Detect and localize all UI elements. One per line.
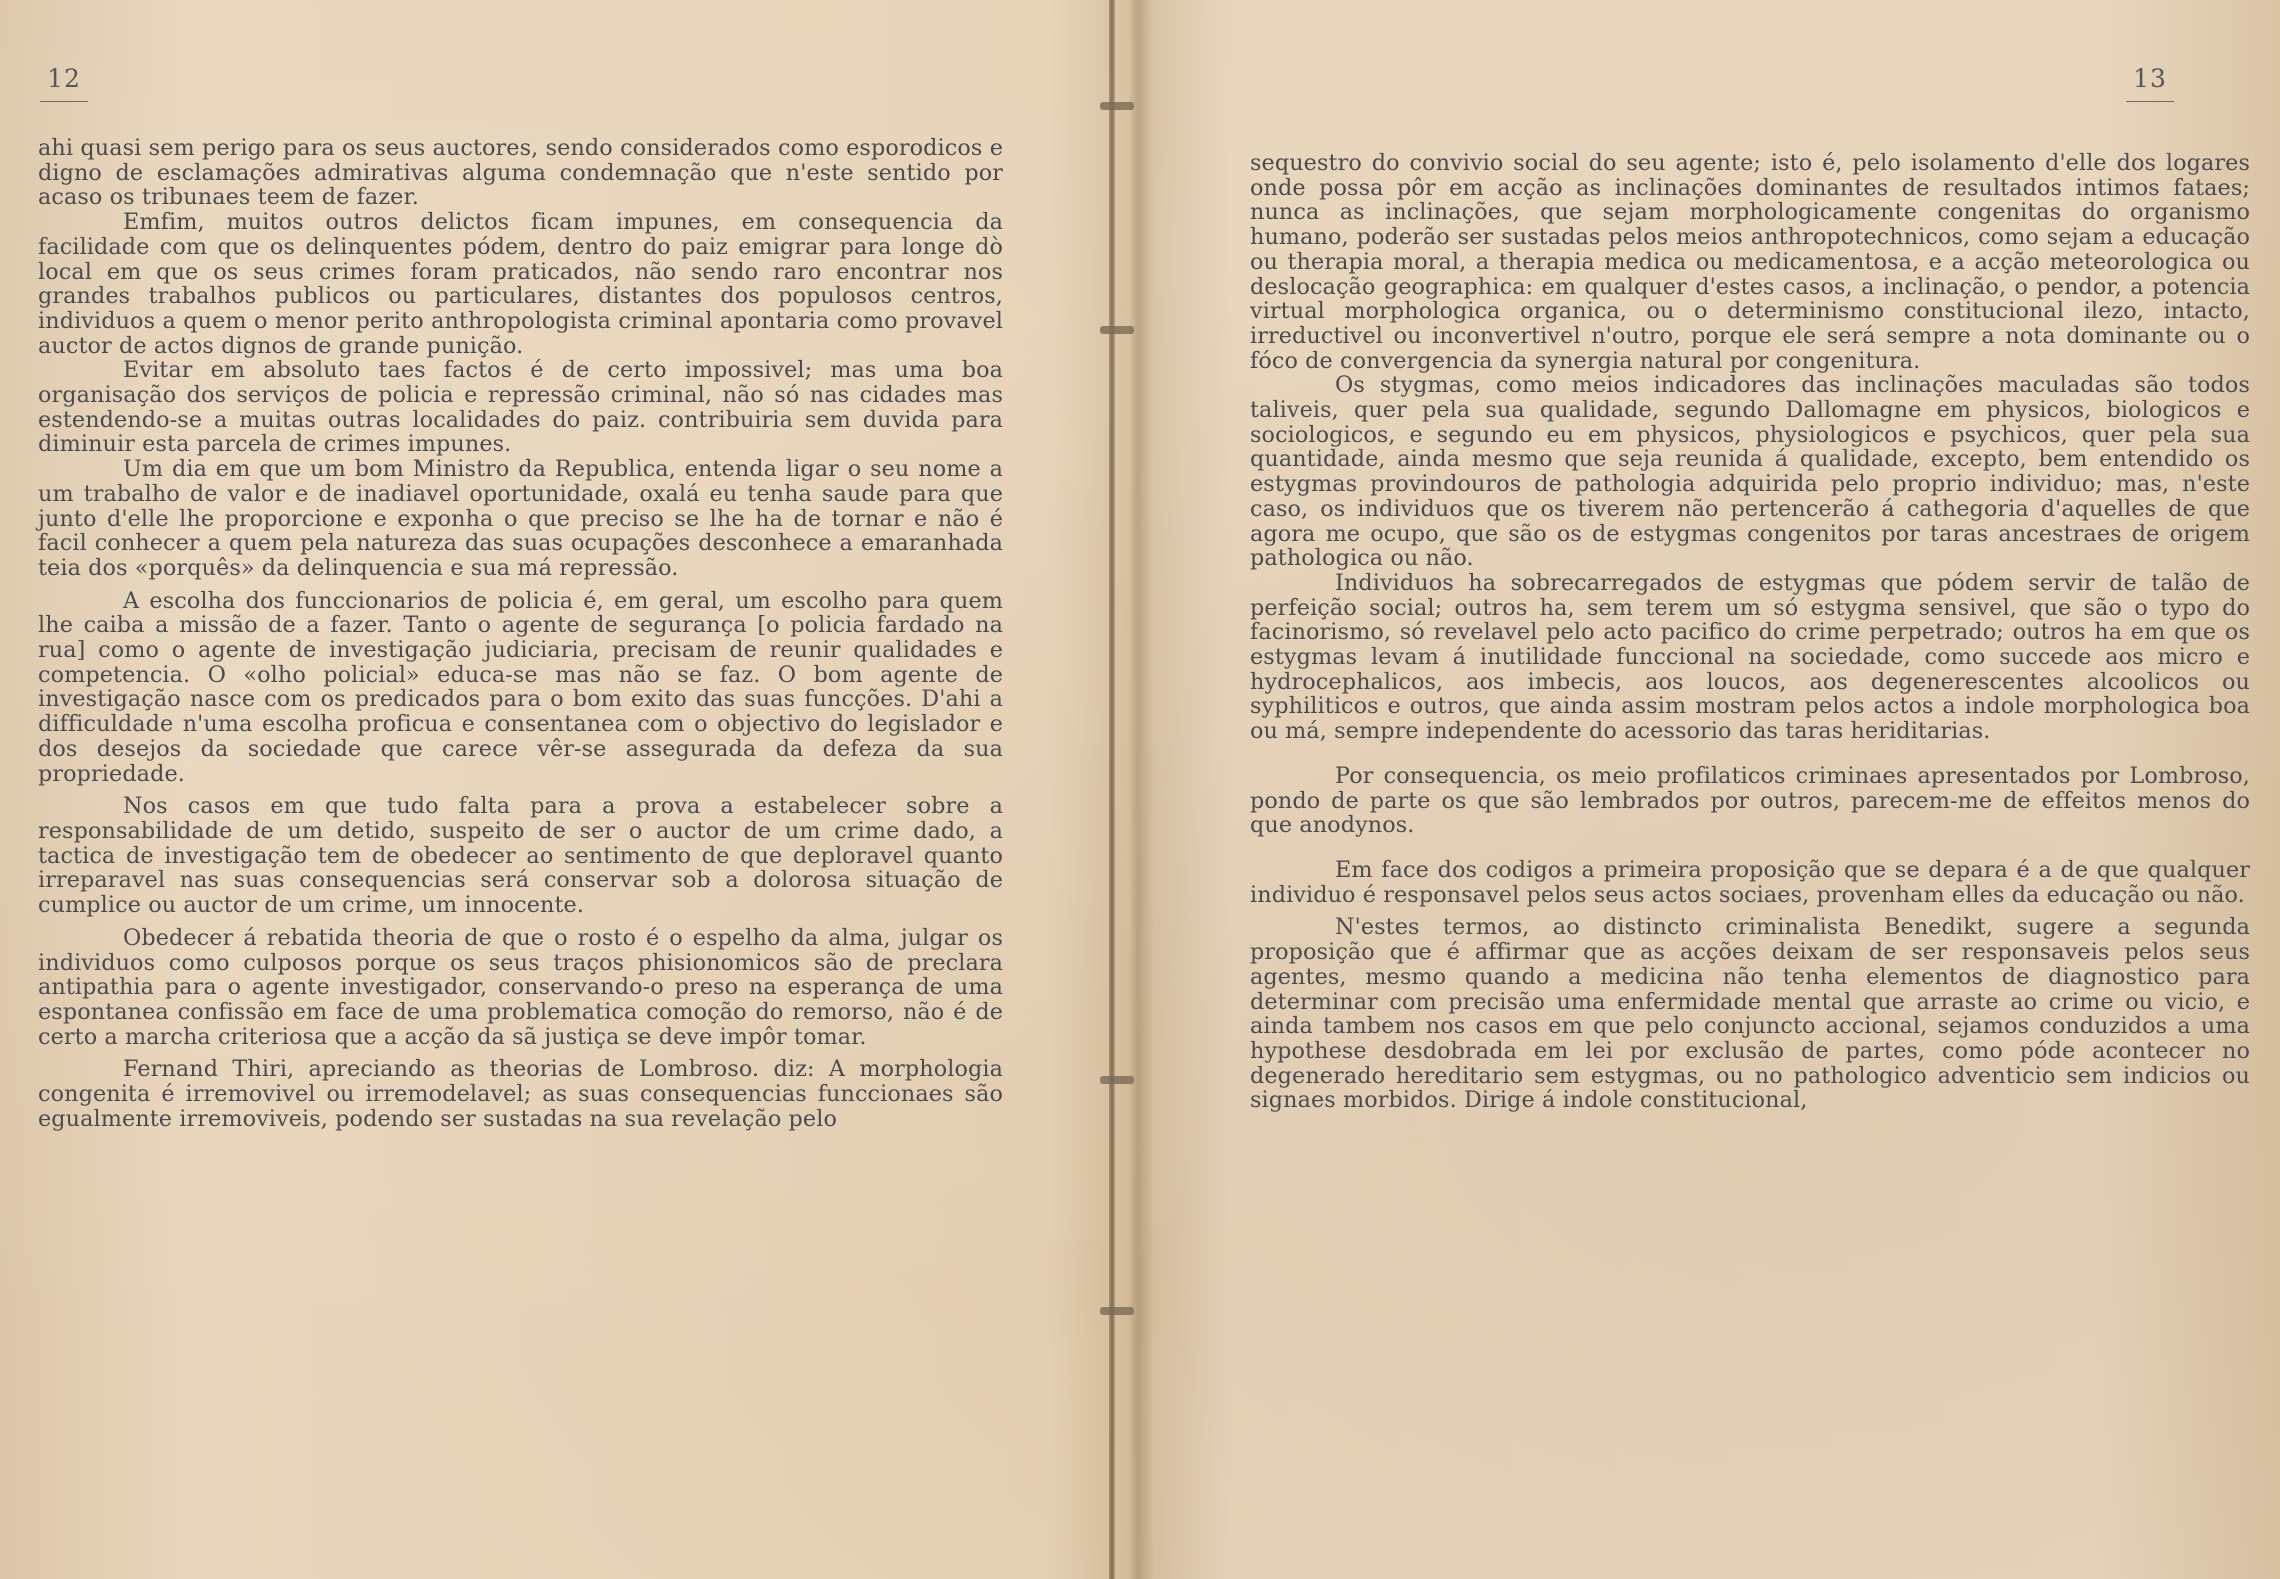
binding-stitch [1100,326,1134,334]
paragraph: sequestro do convivio social do seu agente; isto é, pelo isolamento d'elle dos logares onde possa pôr em acção as inclinações dominantes de resultados intimos fataes; nunca as inclinações, que sejam morphologicamente congenitas do organismo humano, poderão ser sustadas pelos meios anthropotechnicos, como sejam a educação ou therapia moral, a therapia medica ou medicamentosa, e a acção meteorologica ou deslocação geographica: em qualquer d'estes casos, a inclinação, o pendor, a potencia virtual morphologica organica, ou o determinismo constitucional ilezo, intacto, irreductivel ou inconvertivel n'outro, porque ele será sempre a nota dominante ou o fóco de convergencia da synergia natural por congenitura. [1250,150,2250,374]
binding-stitch [1100,1076,1134,1084]
paragraph: Individuos ha sobrecarregados de estygmas que pódem servir de talão de perfeição social; outros ha, sem terem um só estygma sensivel, que são o typo do facinorismo, só revelavel pelo acto pacifico do crime perpetrado; outros ha em que os estygmas levam á inutilidade funccional na sociedade, como succede aos micro e hydrocephalicos, aos imbecis, aos loucos, aos degenerescentes alcoolicos ou syphiliticos e outros, que ainda assim mostram pelos actos a indole morphologica boa ou má, sempre independente do acessorio das taras heriditarias. [1250,569,2250,745]
paragraph: Nos casos em que tudo falta para a prova a estabelecer sobre a responsabilidade de um detido, suspeito de ser o auctor de um crime dado, a tactica de investigação tem de obedecer ao sentimento de que deploravel quanto irreparavel nas suas consequencias será conservar sob a dolorosa situação de cumplice ou auctor de um crime, um innocente. [38,793,1003,919]
right-page [1140,0,2280,1579]
page-number: 13 [2126,64,2174,102]
paragraph: Obedecer á rebatida theoria de que o rosto é o espelho da alma, julgar os individuos como culposos porque os seus traços phisionomicos são de preclara antipathia para o agente investigador, conservando-o preso na esperança de uma espontanea confissão em face de uma problematica comoção do remorso, não é de certo a marcha criteriosa que a acção da sã justiça se deve impôr tomar. [38,924,1003,1050]
paragraph: Fernand Thiri, apreciando as theorias de Lombroso. diz: A morphologia congenita é irremovivel ou irremodelavel; as suas consequencias funccionaes são egualmente irremoviveis, podendo ser sustadas na sua revelação pelo [38,1056,1003,1132]
paragraph: Os stygmas, como meios indicadores das inclinações maculadas são todos taliveis, quer pela sua qualidade, segundo Dallomagne em physicos, biologicos e sociologicos, e segundo eu em physicos, physiologicos e psychicos, quer pela sua quantidade, ainda mesmo que seja reunida á qualidade, excepto, bem entendido os estygmas provindouros de pathologia adquirida pelo proprio individuo; mas, n'este caso, os individuos que os tiverem não pertencerão á cathegoria d'aquelles de que agora me ocupo, que são os de estygmas congenitos por taras ancestraes de origem pathologica ou não. [1250,372,2250,572]
book-gutter [1109,0,1115,1579]
left-page [0,0,1100,1579]
binding-stitch [1100,1307,1134,1315]
paragraph: Por consequencia, os meio profilaticos criminaes apresentados por Lombroso, pondo de parte os que são lembrados por outros, parecem-me de effeitos menos do que anodynos. [1250,762,2250,839]
paragraph: Evitar em absoluto taes factos é de certo impossivel; mas uma boa organisação dos serviços de policia e repressão criminal, não só nas cidades mas estendendo-se a muitas outras localidades do paiz. contribuiria sem duvida para diminuir esta parcela de crimes impunes. [38,357,1003,458]
paragraph: Em face dos codigos a primeira proposição que se depara é a de que qualquer individuo é responsavel pelos seus actos sociaes, provenham elles da educação ou não. [1250,856,2250,908]
paragraph: Emfim, muitos outros delictos ficam impunes, em consequencia da facilidade com que os delinquentes pódem, dentro do paiz emigrar para longe dò local em que os seus crimes foram praticados, não sendo raro encontrar nos grandes trabalhos publicos ou particulares, distantes dos populosos centros, individuos a quem o menor perito anthropologista criminal apontaria como provavel auctor de actos dignos de grande punição. [38,209,1003,359]
paragraph: ahi quasi sem perigo para os seus auctores, sendo considerados como esporodicos e digno de esclamações admirativas alguma condemnação que n'este sentido por acaso os tribunaes teem de fazer. [38,135,1003,211]
page-number: 12 [40,64,88,102]
page-body [1250,151,2250,1113]
paragraph: A escolha dos funccionarios de policia é, em geral, um escolho para quem lhe caiba a missão de a fazer. Tanto o agente de segurança [o policia fardado na rua] como o agente de investigação judiciaria, precisam de reunir qualidades e competencia. O «olho policial» educa-se mas não se faz. O bom agente de investigação nasce com os predicados para o bom exito das suas funcções. D'ahi a difficuldade n'uma escolha proficua e consentanea com o objectivo do legislador e dos desejos da sociedade que carece vêr-se assegurada da defeza da sua propriedade. [38,587,1003,787]
paragraph: Um dia em que um bom Ministro da Republica, entenda ligar o seu nome a um trabalho de valor e de inadiavel oportunidade, oxalá eu tenha saude para que junto d'elle lhe proporcione e exponha o que preciso se lhe ha de tornar e não é facil conhecer a quem pela natureza das suas ocupações desconhece a emaranhada teia dos «porquês» da delinquencia e sua má repressão. [38,456,1003,581]
page-body [38,136,1003,1131]
paragraph: N'estes termos, ao distincto criminalista Benedikt, sugere a segunda proposição que é affirmar que as acções deixam de ser responsaveis pelos seus agentes, mesmo quando a medicina não tenha elementos de diagnostico para determinar com precisão uma enfermidade mental que arraste ao crime ou vicio, e ainda tambem nos casos em que pelo conjuncto accional, sejamos conduzidos a uma hypothese desdobrada em lei por exclusão de partes, como póde acontecer no degenerado hereditario sem estygmas, ou no pathologico adventicio sem indicios ou signaes morbidos. Dirige á indole constitucional, [1250,914,2250,1114]
binding-stitch [1100,102,1134,110]
